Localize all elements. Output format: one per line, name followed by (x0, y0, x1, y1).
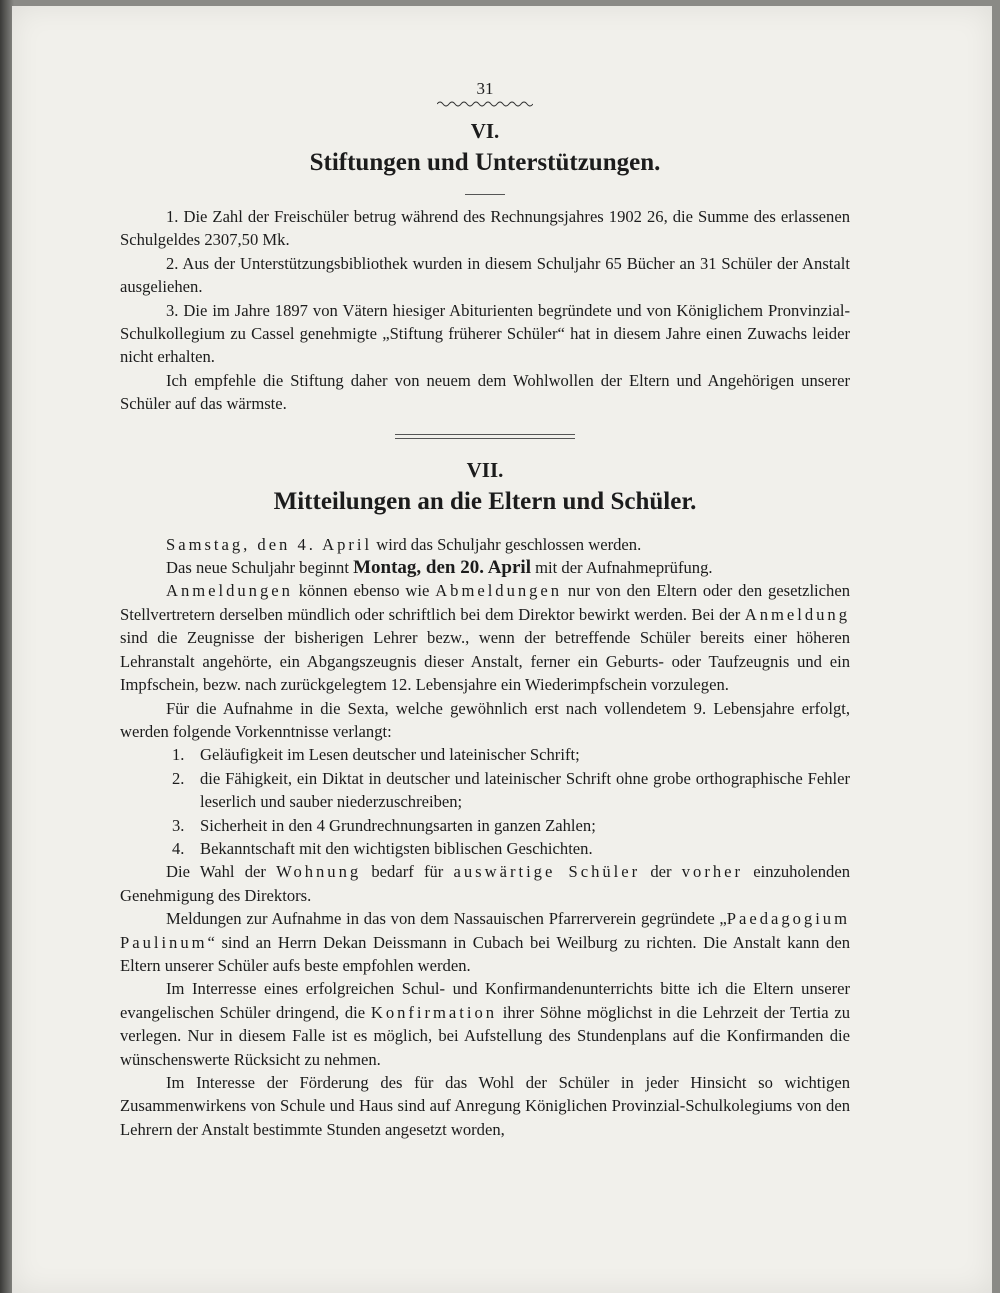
text-run: der (640, 862, 682, 882)
spaced-emphasis: Konfirmation (370, 1002, 498, 1022)
section-7-paragraph-5 (120, 860, 850, 907)
list-text: Bekanntschaft mit den wichtigsten biblischen Geschichten. (200, 838, 593, 858)
spaced-emphasis: Wohnung (276, 862, 362, 882)
spaced-emphasis: Paedagogium Paulinum (120, 909, 850, 952)
section-7-paragraph-1 (120, 533, 850, 556)
page-number: 31 (476, 79, 494, 98)
text-run: ihrer Söhne möglichst in die Lehrzeit der Tertia zu verlegen. Nur in diesem Falle ist es möglich, bei Aufstellung des Stundenplans auf die Konfirmanden die wünschenswerte Rücksicht zu nehmen. (120, 1002, 850, 1069)
section-7-paragraph-8: Im Interesse der Förderung des für das Wohl der Schüler in jeder Hinsicht so wichtigen Zusammenwirkens von Schule und Haus sind auf Anregung Königlichen Provinzial-Schulkolegiums von den Lehrern der Anstalt bestimmte Stunden angesetzt worden, (120, 1073, 850, 1139)
text-run: “ sind an Herrn Dekan Deissmann in Cubach bei Weilburg zu richten. Die Anstalt kann den Eltern unserer Schüler aufs beste empfohlen werden. (120, 932, 850, 975)
text-run: wird das Schuljahr geschlossen werden. (372, 534, 642, 554)
section-7-paragraph-2 (120, 556, 850, 579)
spaced-emphasis: Samstag, den 4. April (166, 534, 373, 554)
section-7-numeral: VII. (466, 457, 504, 482)
document-page (12, 6, 992, 1293)
wavy-rule-ornament (437, 100, 533, 108)
text-run: sind die Zeugnisse der bisherigen Lehrer bezw., wenn der betreffende Schüler bereits einer höheren Lehranstalt angehörte, ein Abgangszeugnis dieser Anstalt, ferner ein Geburts- oder Taufzeugnis und ein Impfschein, bezw. nach zurückgelegtem 12. Lebensjahre ein Wiederimpfschein vorzulegen. (120, 628, 850, 695)
list-text: Geläufigkeit im Lesen deutscher und lateinischer Schrift; (200, 745, 580, 765)
spaced-emphasis: auswärtige Schüler (453, 862, 641, 882)
section-7-paragraph-3 (120, 579, 850, 696)
list-number: 3. (172, 815, 185, 835)
section-6-paragraph: Ich empfehle die Stiftung daher von neuem dem Wohlwollen der Eltern und Angehörigen unserer Schüler auf das wärmste. (120, 370, 850, 414)
text-run: nur von den Eltern oder den gesetzlichen Stellvertretern derselben mündlich oder schriftlich bei dem Direktor bewirkt werden. Bei der (120, 581, 850, 624)
list-item (172, 743, 850, 766)
list-text: die Fähigkeit, ein Diktat in deutscher und lateinischer Schrift ohne grobe orthographische Fehler leserlich und sauber niederzuschreiben; (200, 768, 850, 812)
list-item (172, 837, 850, 860)
section-6-title: Stiftungen und Unterstützungen. (309, 149, 661, 176)
text-run: Meldungen zur Aufnahme in das von dem Nassauischen Pfarrerverein gegründete „ (166, 909, 727, 929)
section-7-paragraph-4: Für die Aufnahme in die Sexta, welche gewöhnlich erst nach vollendetem 9. Lebensjahre erfolgt, werden folgende Vorkenntnisse verlangt: (120, 698, 850, 741)
text-run: Das neue Schuljahr beginnt (166, 558, 354, 578)
list-item (172, 814, 850, 837)
text-run: bedarf für (361, 862, 454, 882)
section-6-paragraph: 2. Aus der Unterstützungsbibliothek wurden in diesem Schuljahr 65 Bücher an 31 Schüler der Anstalt ausgeliehen. (120, 253, 850, 297)
spaced-emphasis: Anmeldung (744, 604, 850, 624)
spaced-emphasis: vorher (681, 862, 744, 882)
list-text: Sicherheit in den 4 Grundrechnungsarten in ganzen Zahlen; (200, 815, 596, 835)
text-run: Im Interresse eines erfolgreichen Schul- und Konfirmandenunterrichts bitte ich die Eltern unserer evangelischen Schüler dringend, die (120, 979, 850, 1022)
spaced-emphasis: Anmeldungen (166, 581, 293, 601)
section-divider (465, 194, 505, 195)
section-6-numeral: VI. (470, 119, 500, 143)
section-6-paragraph: 3. Die im Jahre 1897 von Vätern hiesiger Abiturienten begründete und von Königlichem Pronvinzial-Schulkollegium zu Cassel genehmigte „Stiftung früherer Schüler“ hat in diesem Jahre einen Zuwachs leider nicht erhalten. (120, 300, 850, 367)
requirements-list (120, 743, 850, 860)
text-run: Die Wahl der (166, 862, 277, 882)
text-run: können ebenso wie (292, 581, 436, 601)
list-item (172, 767, 850, 814)
section-7-paragraph-6 (120, 907, 850, 977)
section-6-paragraph: 1. Die Zahl der Freischüler betrug während des Rechnungsjahres 1902 26, die Summe des erlassenen Schulgeldes 2307,50 Mk. (120, 207, 850, 250)
section-7-title: Mitteilungen an die Eltern und Schüler. (273, 487, 697, 515)
bold-date: Montag, den 20. April (353, 557, 531, 579)
list-number: 1. (172, 745, 185, 765)
text-run: einzuholenden Genehmigung des Direktors. (120, 862, 850, 905)
spaced-emphasis: Abmeldungen (435, 581, 563, 601)
page-content (120, 78, 850, 1141)
text-run: mit der Aufnahmeprüfung. (530, 558, 713, 578)
section-7-paragraph-7 (120, 977, 850, 1071)
double-rule-divider (395, 434, 575, 439)
list-number: 2. (172, 768, 185, 788)
list-number: 4. (172, 838, 185, 858)
